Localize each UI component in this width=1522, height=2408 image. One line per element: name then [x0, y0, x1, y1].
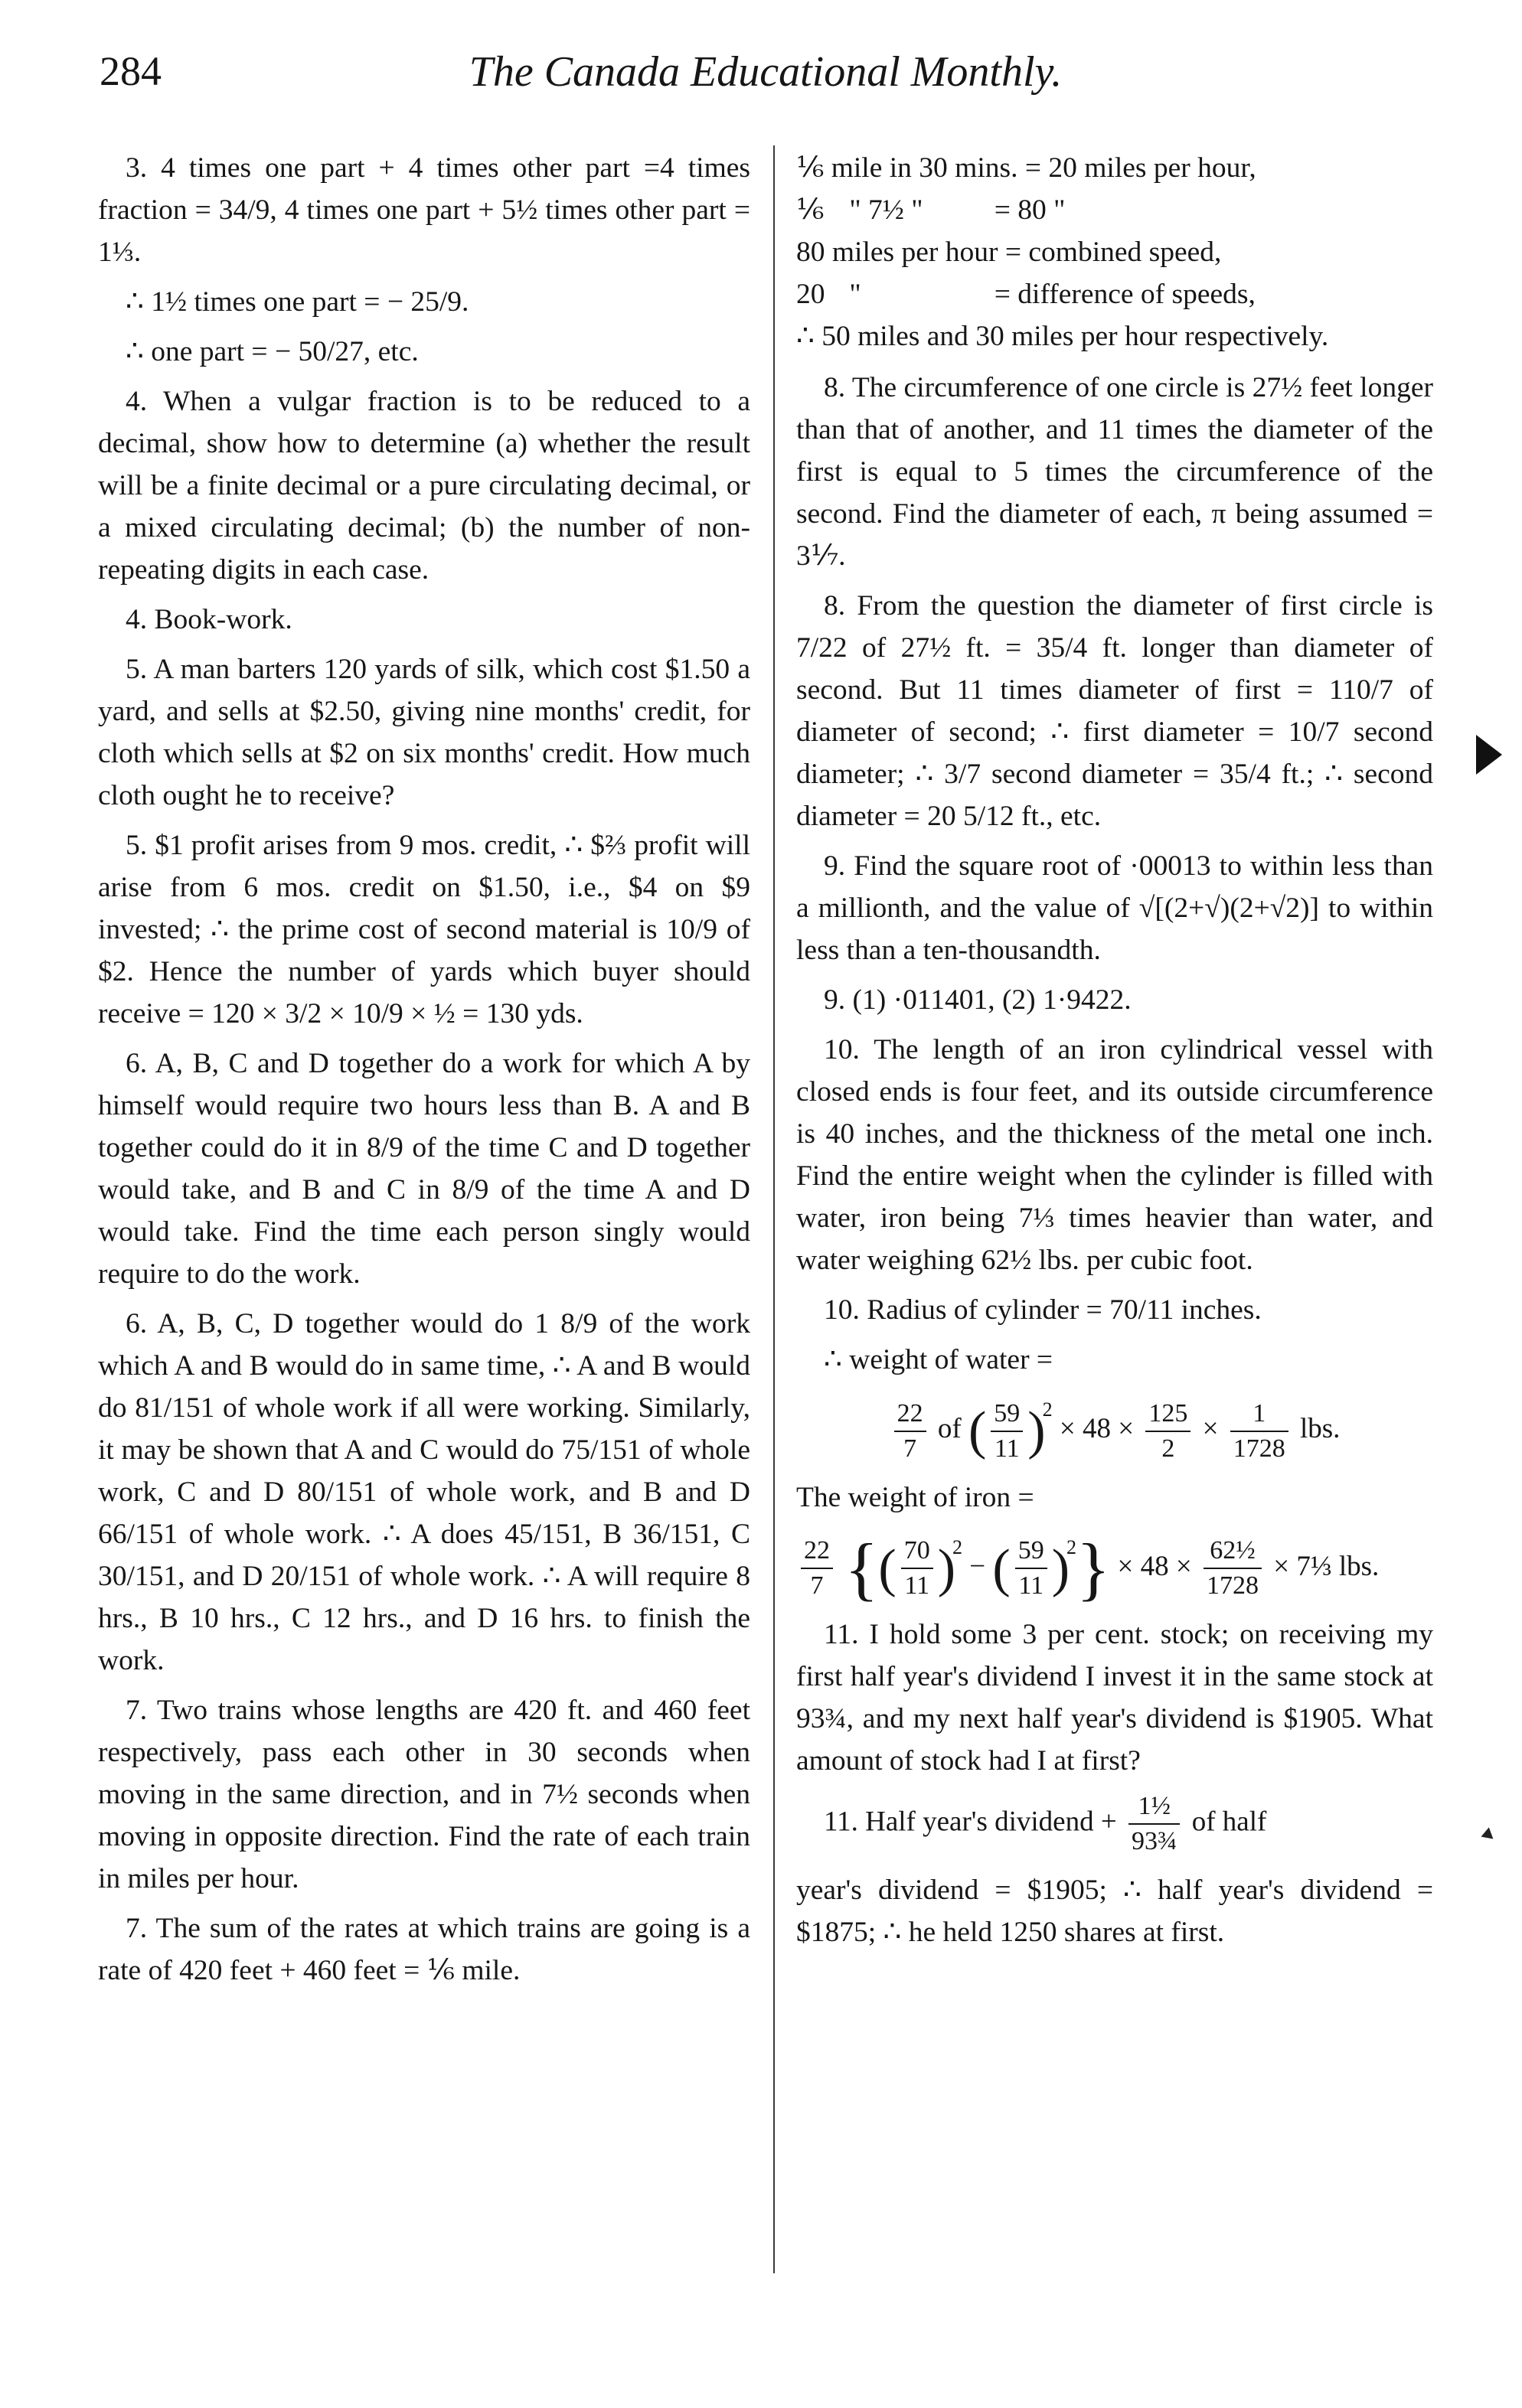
fraction: $\frac{1}{1728}$ [1230, 1397, 1288, 1466]
paragraph: 4. When a vulgar fraction is to be reduced to a decimal, show how to determine (a) whether the result will be a finite decimal or a pure circulating decimal, or a mixed circulating decimal; (b) the number of non-repeating digits in each case. [98, 386, 750, 586]
column-divider [773, 145, 775, 2273]
paragraph: 5. $1 profit arises from 9 mos. credit, ∴ $⅔ profit will arise from 6 mos. credit on $1.50, i.e., $4 on $9 invested; ∴ the prime cost of second material is 10/9 of $2. Hence the number of yards which buyer should receive = 120 × 3/2 × 10/9 × ½ = 130 yds. [98, 830, 750, 1029]
fraction: $\frac{59}{11}$ [991, 1397, 1023, 1466]
paragraph: The weight of iron = [796, 1481, 1034, 1513]
fraction: $\frac{22}{7}$ [801, 1534, 833, 1603]
paragraph: 7. Two trains whose lengths are 420 ft. and 460 feet respectively, pass each other in 30 seconds when moving in the same direction, and in 7½ seconds when moving in opposite direction. Find the rate of each train in miles per hour. [98, 1695, 750, 1894]
paragraph: 8. From the question the diameter of first circle is 7/22 of 27½ ft. = 35/4 ft. longer than diameter of second. But 11 times diameter of first = 110/7 of diameter of second; ∴ first diameter = 10/7 second diameter; ∴ 3/7 second diameter = 35/4 ft.; ∴ second diameter = 20 5/12 ft., etc. [796, 590, 1433, 832]
paragraph: 9. (1) ·011401, (2) 1·9422. [824, 984, 1132, 1016]
paragraph: 6. A, B, C and D together do a work for which A by himself would require two hours less than B. A and B together could do it in 8/9 of the time C and D together would take, and B and C in 8/9 of the time A and D would take. Find the time each person singly would require to do the work. [98, 1048, 750, 1290]
paragraph: 9. Find the square root of ·00013 to within less than a millionth, and the value of √[(2+√)(2+√2)] to within less than a ten-thousandth. [796, 850, 1433, 966]
page-header [100, 47, 1432, 116]
paragraph: 11. I hold some 3 per cent. stock; on receiving my first half year's dividend I invest it in the same stock at 93¾, and my next half year's dividend is $1905. What amount of stock had I at first? [796, 1619, 1433, 1777]
paragraph: 7. The sum of the rates at which trains are going is a rate of 420 feet + 460 feet = ⅙ mile. [98, 1913, 750, 1986]
calc-line [796, 189, 1433, 231]
margin-tick-icon [1481, 1827, 1497, 1843]
fraction: $\frac{22}{7}$ [894, 1397, 926, 1466]
calc-line [796, 147, 1433, 189]
paragraph: ∴ weight of water = [824, 1344, 1053, 1375]
paragraph: ∴ 1½ times one part = − 25/9. [126, 286, 469, 318]
calc-line: ∴ 50 miles and 30 miles per hour respectively. [796, 321, 1329, 352]
iron-weight-formula: $\frac{22}{7}$ {( $\frac{70}{11}$ )$^2$ − ( $\frac{59}{11}$ )$^2$} × 48 × $\frac{\text{62½}}{1728}$ × 7⅓ lbs. [796, 1526, 1433, 1604]
paragraph: 5. A man barters 120 yards of silk, which cost $1.50 a yard, and sells at $2.50, giving nine months' credit, for cloth which sells at $2 on six months' credit. How much cloth ought he to receive? [98, 654, 750, 811]
calc-right: = combined speed, [1004, 237, 1222, 268]
paragraph: 3. 4 times one part + 4 times other part =4 times fraction = 34/9, 4 times one part + 5½ times other part = 1⅓. [98, 152, 750, 268]
calc-mid: " 7½ " [849, 194, 923, 226]
dividend-formula: 11. Half year's dividend + $\frac{\text{1½}}{\text{93¾}}$ of half [796, 1790, 1433, 1858]
water-weight-formula: $\frac{22}{7}$ of ( $\frac{59}{11}$ )$^2$ × 48 × $\frac{125}{2}$ × $\frac{1}{1728}$ lbs. [796, 1388, 1433, 1466]
paragraph: 8. The circumference of one circle is 27½ feet longer than that of another, and 11 times the diameter of the first is equal to 5 times the circumference of the second. Find the diameter of each, π being assumed = 3⅐. [796, 372, 1433, 572]
calc-right: = 80 " [994, 194, 1066, 226]
calc-line [796, 231, 1433, 273]
calc-left: 80 miles per hour [796, 237, 998, 268]
fraction: $\frac{59}{11}$ [1015, 1534, 1047, 1603]
margin-arrow-icon [1476, 735, 1502, 775]
page-number: 284 [100, 48, 162, 94]
speed-calculation [796, 147, 1433, 357]
paragraph: 10. Radius of cylinder = 70/11 inches. [824, 1294, 1262, 1326]
calc-line [796, 273, 1433, 315]
fraction: $\frac{70}{11}$ [901, 1534, 933, 1603]
paragraph: 10. The length of an iron cylindrical vessel with closed ends is four feet, and its outside circumference is 40 inches, and the thickness of the metal one inch. Find the entire weight when the cylinder is filled with water, iron being 7⅓ times heavier than water, and water weighing 62½ lbs. per cubic foot. [796, 1034, 1433, 1276]
calc-right: = 20 miles per hour, [1024, 152, 1256, 184]
running-title: The Canada Educational Monthly. [469, 48, 1063, 96]
paragraph: 6. A, B, C, D together would do 1 8/9 of the work which A and B would do in same time, ∴ A and B would do 81/151 of whole work if all were working. Similarly, it may be shown that A and C would do 75/151 of whole work, C and D 80/151 of whole work, and B and D 66/151 of whole work. ∴ A does 45/151, B 36/151, C 30/151, and D 20/151 of whole work. ∴ A will require 8 hrs., B 10 hrs., C 12 hrs., and D 16 hrs. to finish the work. [98, 1308, 750, 1676]
paragraph: 4. Book-work. [126, 604, 292, 635]
calc-left: ⅙ mile in 30 mins. [796, 152, 1018, 184]
paragraph: ∴ one part = − 50/27, etc. [126, 336, 419, 367]
calc-mid: " [849, 279, 861, 310]
calc-left: ⅙ [796, 194, 825, 226]
right-column [796, 147, 1433, 1961]
left-column [98, 147, 750, 1999]
calc-right: = difference of speeds, [994, 279, 1256, 310]
calc-left: 20 [796, 279, 825, 310]
fraction: $\frac{\text{62½}}{1728}$ [1204, 1534, 1262, 1603]
fraction: $\frac{\text{1½}}{\text{93¾}}$ [1128, 1790, 1181, 1858]
fraction: $\frac{125}{2}$ [1145, 1397, 1190, 1466]
paragraph: year's dividend = $1905; ∴ half year's dividend = $1875; ∴ he held 1250 shares at first. [796, 1875, 1433, 1949]
